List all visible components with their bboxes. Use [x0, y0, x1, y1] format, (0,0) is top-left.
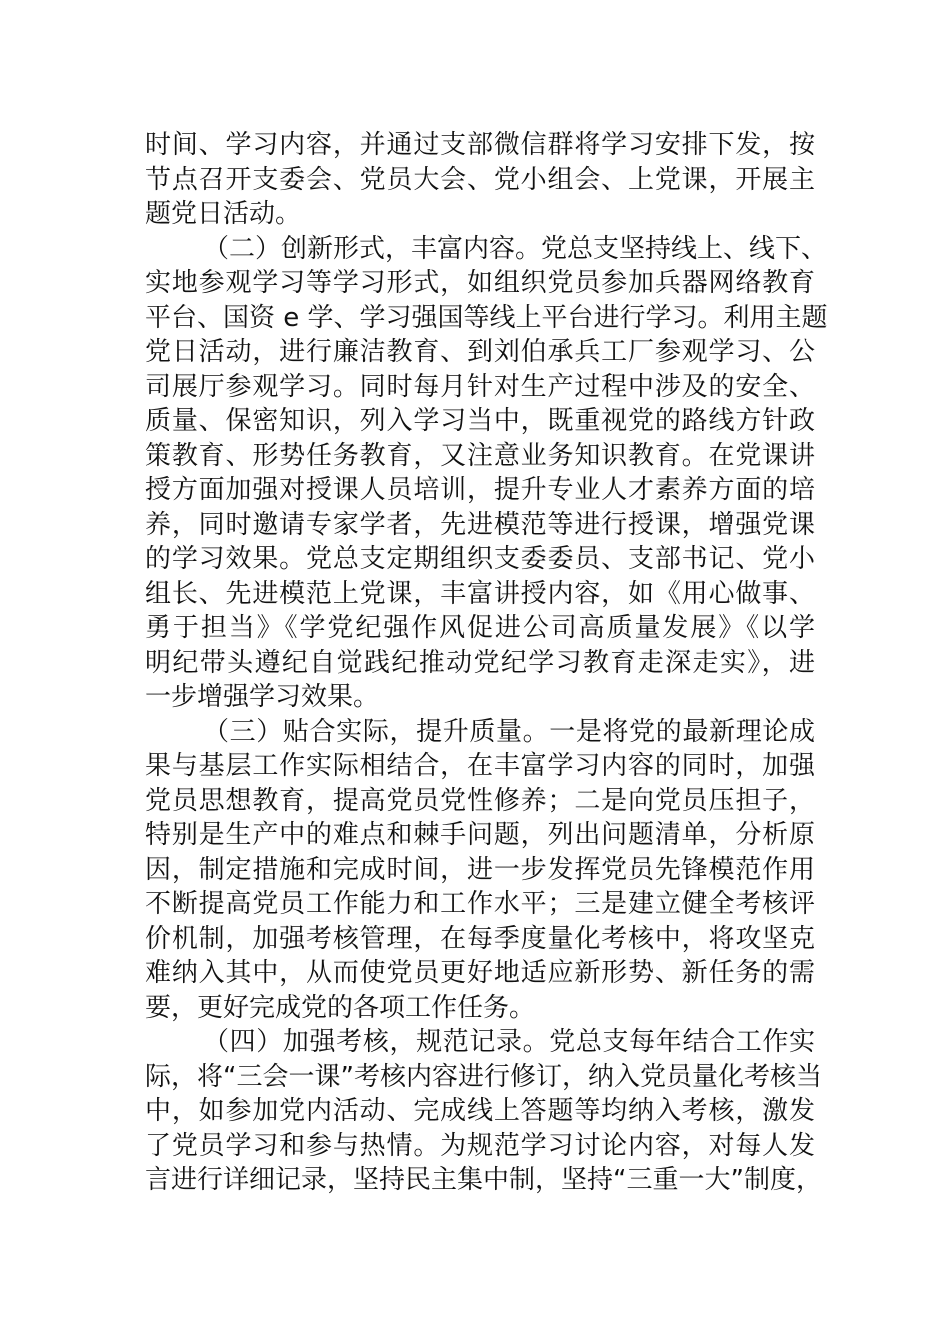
text-line: 组长、先进模范上党课，丰富讲授内容，如《用心做事、 [145, 578, 815, 609]
text-line: 要，更好完成党的各项工作任务。 [145, 992, 536, 1023]
text-line: 养，同时邀请专家学者，先进模范等进行授课，增强党课 [145, 509, 815, 540]
paragraph-heading-line: （二）创新形式，丰富内容。党总支坚持线上、线下、 [203, 233, 828, 264]
document-body [145, 128, 828, 1198]
text-line: 质量、保密知识，列入学习当中，既重视党的路线方针政 [145, 406, 815, 436]
text-line: 了党员学习和参与热情。为规范学习讨论内容，对每人发 [145, 1130, 815, 1161]
text-line: 明纪带头遵纪自觉践纪推动党纪学习教育走深走实》，进 [145, 647, 815, 678]
text-line: 党员思想教育，提高党员党性修养；二是向党员压担子， [145, 785, 815, 816]
text-line: 价机制，加强考核管理，在每季度量化考核中，将攻坚克 [145, 923, 815, 954]
text-line: 策教育、形势任务教育，又注意业务知识教育。在党课讲 [145, 440, 815, 471]
text-line: 司展厅参观学习。同时每月针对生产过程中涉及的安全、 [145, 371, 815, 402]
text-line: 勇于担当》《学党纪强作风促进公司高质量发展》《以学 [145, 613, 815, 643]
text-line: 中，如参加党内活动、完成线上答题等均纳入考核，激发 [145, 1096, 815, 1126]
text-line: 不断提高党员工作能力和工作水平；三是建立健全考核评 [145, 889, 815, 919]
text-line: 实地参观学习等学习形式，如组织党员参加兵器网络教育 [145, 268, 815, 298]
text-line: 言进行详细记录，坚持民主集中制，坚持“三重一大”制度， [145, 1165, 822, 1195]
text-line: 节点召开支委会、党员大会、党小组会、上党课，开展主 [145, 164, 815, 195]
text-line: 特别是生产中的难点和棘手问题，列出问题清单，分析原 [145, 820, 815, 850]
text-line: 际，将“三会一课”考核内容进行修订，纳入党员量化考核当 [145, 1061, 822, 1092]
text-line: 时间、学习内容，并通过支部微信群将学习安排下发，按 [145, 130, 815, 160]
paragraph-heading-line: （三）贴合实际，提升质量。一是将党的最新理论成 [203, 716, 815, 747]
text-line: 因，制定措施和完成时间，进一步发挥党员先锋模范作用 [145, 854, 815, 885]
text-line: 的学习效果。党总支定期组织支委委员、支部书记、党小 [145, 544, 815, 574]
text-line: 一步增强学习效果。 [145, 682, 380, 712]
text-line: 果与基层工作实际相结合，在丰富学习内容的同时，加强 [145, 751, 815, 781]
paragraph-heading-line: （四）加强考核，规范记录。党总支每年结合工作实 [203, 1027, 815, 1057]
text-line: 授方面加强对授课人员培训，提升专业人才素养方面的培 [145, 475, 815, 505]
text-line: 党日活动，进行廉洁教育、到刘伯承兵工厂参观学习、公 [145, 337, 815, 367]
text-line: 平台、国资 e 学、学习强国等线上平台进行学习。利用主题 [145, 302, 828, 333]
text-line: 题党日活动。 [145, 199, 302, 229]
text-line: 难纳入其中，从而使党员更好地适应新形势、新任务的需 [145, 958, 815, 988]
